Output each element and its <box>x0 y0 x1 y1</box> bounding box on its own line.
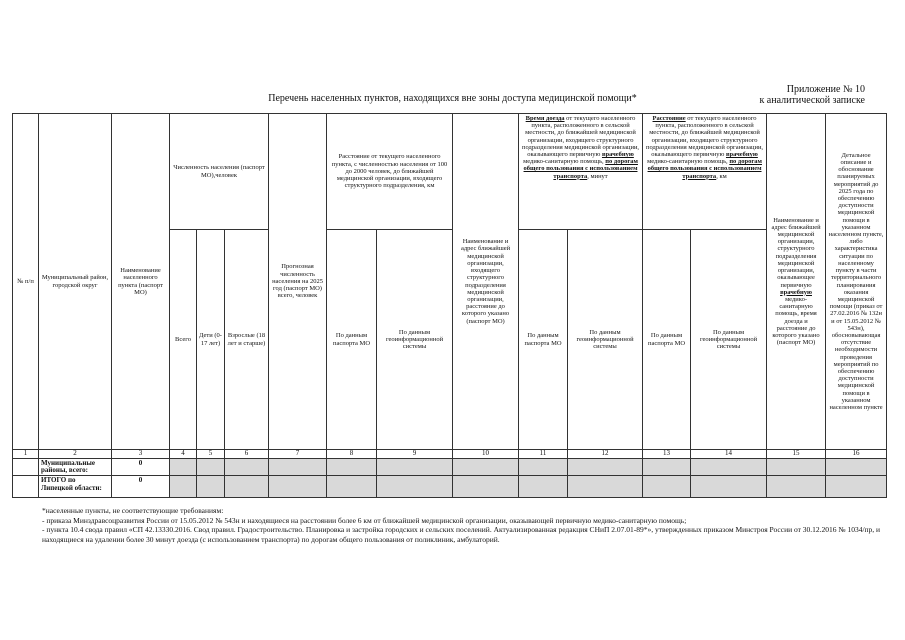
header-distance-group: Расстояние от текущего населенного пункта, с численностью населения от 100 до 2000 человек, до ближайшей медицинской организации, входящего структурного подразделения, км <box>327 114 453 230</box>
footnote-sp-42: - пункта 10.4 свода правил «СП 42.13330.2016. Свод правил. Градостроительство. Планировка и застройка городских и сельских поселений. Актуализированная редакция СНиП 2.07.01-89*», утвержденных приказом Минстроя России от 30.12.2016 № 1034/пр, и находящиеся на удалении более 30 минут доезда (с использованием транспорта) по дорогам общего пользования от поликлиник, амбулаторий. <box>42 525 881 544</box>
column-number: 3 <box>112 450 170 459</box>
appendix-number: Приложение № 10 <box>786 84 865 95</box>
header-c16: Детальное описание и обоснование планируемых мероприятий до 2025 года по обеспечению доступности медицинской помощи в указанном населенном пункте, либо характеристика ситуации по населенному пункту в части территориального планирования оказания медицинской помощи (приказ от 27.02.2016 № 132н и от 15.05.2012 № 543н), обосновывающая отсутствие необходимости проведения мероприятий по обеспечению доступности медицинской помощи в указанном населенном пункте <box>826 114 887 450</box>
header-c8: По данным паспорта МО <box>327 230 377 450</box>
header-c10: Наименование и адрес ближайшей медицинской организации, входящего структурного подразделения медицинской организации, расстояние до которого указано (паспорт МО) <box>453 114 519 450</box>
table-row <box>13 476 887 498</box>
row-label-total: ИТОГО по Липецкой области: <box>39 476 112 498</box>
table-row <box>13 459 887 476</box>
header-rural-distance-group: Расстояние от текущего населенного пункта, расположенного в сельской местности, до ближайшей медицинской организации, входящего структурного подразделения медицинской организации, оказывающего первичную врачебную медико-санитарную помощь, по дорогам общего пользования с использованием транспорта, км <box>643 114 767 230</box>
footnotes <box>42 506 887 544</box>
header-c4: Всего <box>170 230 197 450</box>
row-value-total: 0 <box>112 476 170 498</box>
header-c1: № п/п <box>13 114 39 450</box>
settlements-table <box>12 113 887 498</box>
header-c6: Взрослые (18 лет и старше) <box>225 230 269 450</box>
column-numbers-row <box>13 450 887 459</box>
column-number: 2 <box>39 450 112 459</box>
appendix-reference: к аналитической записке <box>759 95 865 106</box>
column-number: 14 <box>691 450 767 459</box>
column-number: 4 <box>170 450 197 459</box>
column-number: 6 <box>225 450 269 459</box>
footnote-heading: *населенные пункты, не соответствующие требованиям: <box>42 506 224 515</box>
row-value-municipal: 0 <box>112 459 170 476</box>
row-label-municipal: Муниципальные районы, всего: <box>39 459 112 476</box>
header-c5: Дети (0-17 лет) <box>197 230 225 450</box>
header-c11: По данным паспорта МО <box>519 230 568 450</box>
header-c12: По данным геоинформационной системы <box>568 230 643 450</box>
column-number: 8 <box>327 450 377 459</box>
header-population-group: Численность населения (паспорт МО),человек <box>170 114 269 230</box>
header-c14: По данным геоинформационной системы <box>691 230 767 450</box>
column-number: 10 <box>453 450 519 459</box>
document-title: Перечень населенных пунктов, находящихся вне зоны доступа медицинской помощи* <box>268 93 637 104</box>
header-c9: По данным геоинформационной системы <box>377 230 453 450</box>
column-number: 16 <box>826 450 887 459</box>
column-number: 15 <box>767 450 826 459</box>
header-c2: Муниципальный район, городской округ <box>39 114 112 450</box>
header-travel-time-group: Время доезда от текущего населенного пункта, расположенного в сельской местности, до ближайшей медицинской организации, входящего структурного подразделения медицинской организации, оказывающего первичную врачебную медико-санитарную помощь, по дорогам общего пользования с использованием транспорта, минут <box>519 114 643 230</box>
column-number: 7 <box>269 450 327 459</box>
column-number: 13 <box>643 450 691 459</box>
column-number: 9 <box>377 450 453 459</box>
column-number: 12 <box>568 450 643 459</box>
rural-distance-label: Расстояние <box>652 115 686 122</box>
footnote-order-543n: - приказа Минздравсоцразвития России от 15.05.2012 № 543н и находящиеся на расстоянии более 6 км от ближайшей медицинской организации, оказывающей первичную медико-санитарную помощь; <box>42 515 687 525</box>
column-number: 11 <box>519 450 568 459</box>
header-c15: Наименование и адрес ближайшей медицинской организации, структурного подразделения медицинской организации, оказывающее первичную врачебную медико-санитарную помощь, время доезда и расстояние до которого указано (паспорт МО) <box>767 114 826 450</box>
header-c13: По данным паспорта МО <box>643 230 691 450</box>
column-number: 1 <box>13 450 39 459</box>
travel-time-label: Время доезда <box>525 115 565 122</box>
header-c7: Прогнозная численность населения на 2025 год (паспорт МО) всего, человек <box>269 114 327 450</box>
header-c3: Наименование населенного пункта (паспорт МО) <box>112 114 170 450</box>
column-number: 5 <box>197 450 225 459</box>
